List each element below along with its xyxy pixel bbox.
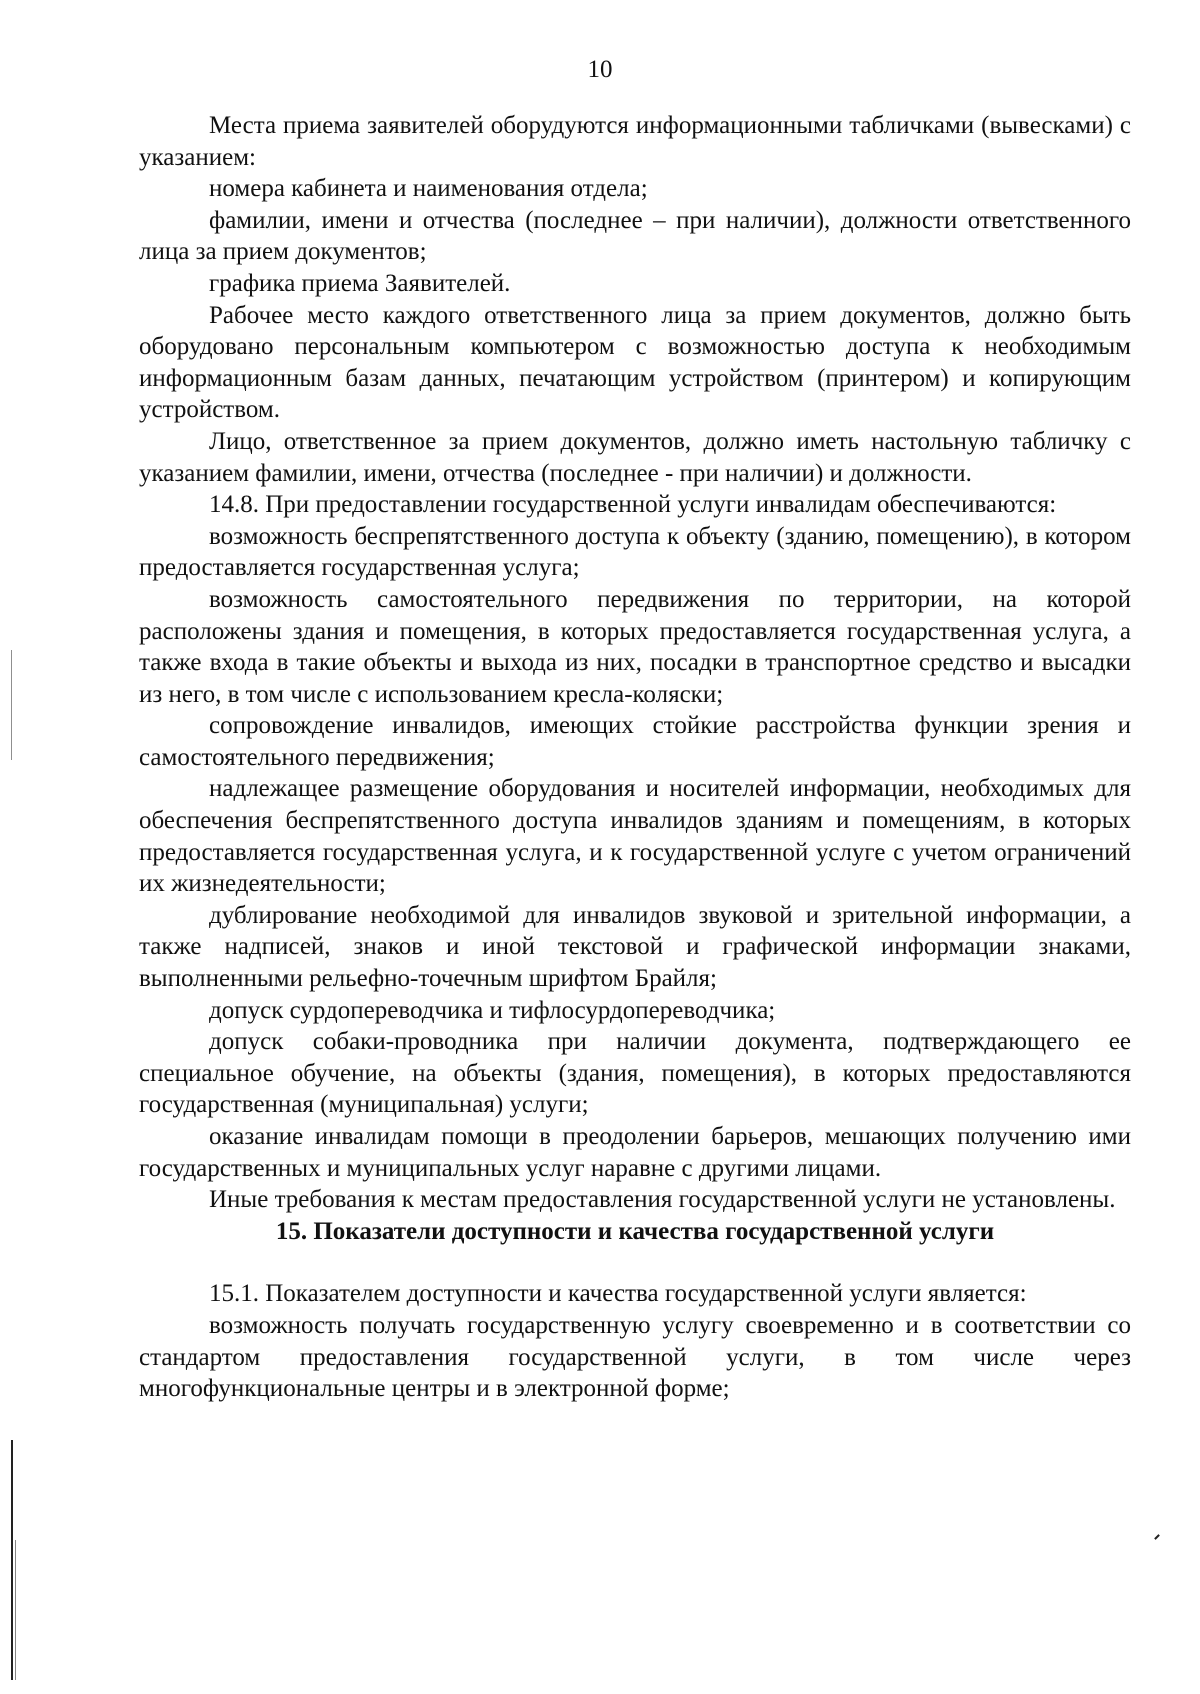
paragraph-equipment-placement: надлежащее размещение оборудования и носителей информации, необходимых для обеспечения беспрепятственного доступа инвалидов зданиям и помещениям, в которых предоставляется государственная услуга, и к государственной услуге с учетом ограничений их жизнедеятельности; [139, 775, 1131, 898]
paragraph-other-requirements: Иные требования к местам предоставления государственной услуги не установлены. [209, 1186, 1116, 1214]
paragraph-reception-schedule: графика приема Заявителей. [209, 269, 511, 297]
scan-speck [1154, 1534, 1160, 1540]
paragraph-unobstructed-access: возможность беспрепятственного доступа к объекту (зданию, помещению), в котором предоставляется государственная услуга; [139, 522, 1131, 582]
paragraph-guide-dog: допуск собаки-проводника при наличии документа, подтверждающего ее специальное обучение, на объекты (здания, помещения), в которых предоставляются государственная (муниципальная) услуги; [139, 1028, 1131, 1119]
paragraph-independent-movement: возможность самостоятельного передвижения по территории, на которой расположены здания и помещения, в которых предоставляется государственная услуга, а также входа в такие объекты и выхода из них, посадки в транспортное средство и высадки из него, в том числе с использованием кресла-коляски; [139, 585, 1131, 708]
paragraph-barrier-assistance: оказание инвалидам помощи в преодолении барьеров, мешающих получению ими государственных и муниципальных услуг наравне с другими лицами. [139, 1123, 1131, 1182]
section-heading-15: 15. Показатели доступности и качества государственной услуги [275, 1217, 995, 1245]
paragraph-sign-interpreter: допуск сурдопереводчика и тифлосурдопереводчика; [209, 996, 776, 1024]
scan-edge-mark [11, 1440, 13, 1680]
paragraph-timely-service: возможность получать государственную услугу своевременно и в соответствии со стандартом предоставления государственной услуги, в том числе через многофункциональные центры и в электронной форме; [139, 1311, 1131, 1403]
document-body [139, 110, 1131, 1405]
scan-edge-mark [11, 650, 12, 760]
paragraph-responsible-person-name: фамилии, имени и отчества (последнее – при наличии), должности ответственного лица за прием документов; [139, 206, 1131, 266]
page-number: 10 [587, 56, 613, 83]
paragraph-reception-places: Места приема заявителей оборудуются информационными табличками (вывесками) с указанием: [139, 112, 1131, 171]
paragraph-15-1: 15.1. Показателем доступности и качества государственной услуги является: [209, 1280, 1027, 1308]
paragraph-desk-sign: Лицо, ответственное за прием документов, должно иметь настольную табличку с указанием фамилии, имени, отчества (последнее - при наличии) и должности. [139, 427, 1131, 487]
paragraph-14-8: 14.8. При предоставлении государственной услуги инвалидам обеспечиваются: [209, 491, 1057, 519]
paragraph-workplace-equipment: Рабочее место каждого ответственного лица за прием документов, должно быть оборудовано персональным компьютером с возможностью доступа к необходимым информационным базам данных, печатающим устройством (принтером) и копирующим устройством. [139, 301, 1131, 424]
paragraph-escort: сопровождение инвалидов, имеющих стойкие расстройства функции зрения и самостоятельного передвижения; [139, 712, 1131, 771]
scan-edge-mark [15, 1540, 16, 1680]
paragraph-braille-duplication: дублирование необходимой для инвалидов звуковой и зрительной информации, а также надписей, знаков и иной текстовой и графической информации знаками, выполненными рельефно-точечным шрифтом Брайля; [139, 901, 1131, 993]
paragraph-room-number: номера кабинета и наименования отдела; [209, 175, 648, 203]
